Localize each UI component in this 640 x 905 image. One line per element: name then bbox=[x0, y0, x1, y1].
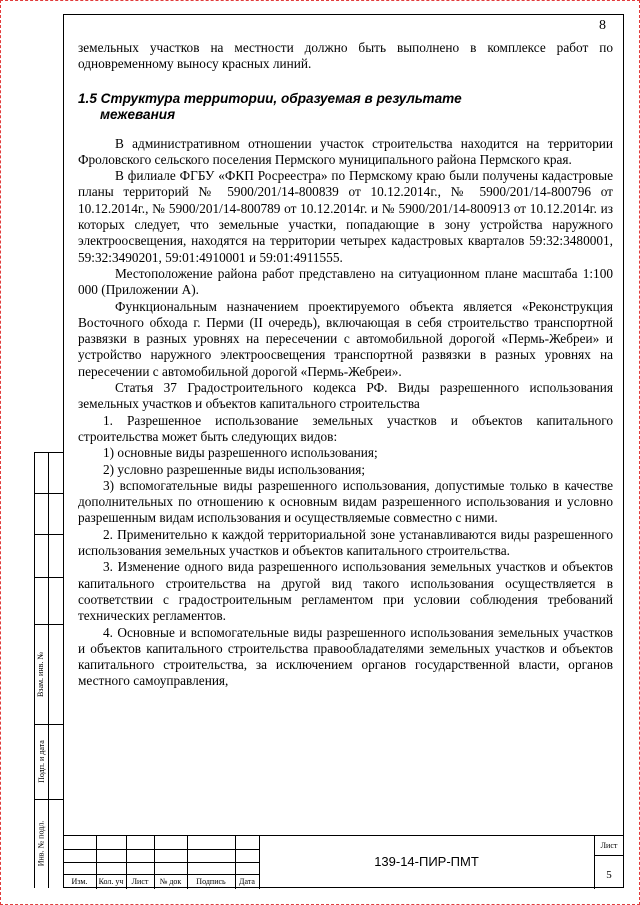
paragraph: 3. Изменение одного вида разрешенного использования земельных участков и объектов капитального строительства на другой вид такого использования осуществляется в соответствии с градостроительным регламентом при условии соблюдения требований технических регламентов. bbox=[78, 559, 613, 624]
paragraph: В филиале ФГБУ «ФКП Росреестра» по Пермскому краю были получены кадастровые планы территорий № 5900/201/14-800839 от 10.12.2014г., № 5900/201/14-800796 от 10.12.2014г., № 5900/201/14-800789 от 10.12.2014г. и № 5900/201/14-800913 от 10.12.2014г. из которых следует, что земельные участки, попадающие в зону устройства наружного электроосвещения, находятся на территории четырех кадастровых кварталов 59:32:3480001, 59:32:3490201, 59:01:4910001 и 59:01:4911555. bbox=[78, 168, 613, 265]
paragraph: 1. Разрешенное использование земельных участков и объектов капитального строительства может быть следующих видов: bbox=[78, 412, 613, 444]
side-approval-column bbox=[34, 452, 63, 888]
label-podp-data: Подп. и дата bbox=[36, 740, 46, 783]
heading-line-1: 1.5 Структура территории, образуемая в результате bbox=[78, 90, 462, 106]
paragraph: В административном отношении участок строительства находится на территории Фроловского сельского поселения Пермского муниципального района Пермского края. bbox=[78, 135, 613, 167]
sheet-label: Лист bbox=[600, 841, 618, 850]
title-block bbox=[63, 835, 624, 889]
stamp-col-kol-uch: Кол. уч bbox=[98, 877, 124, 886]
sheet-divider bbox=[594, 855, 624, 856]
list-item: 2) условно разрешенные виды использования; bbox=[103, 461, 366, 477]
sheet-number: 5 bbox=[606, 869, 612, 881]
stamp-row-line bbox=[63, 849, 259, 850]
heading-line-2: межевания bbox=[100, 106, 176, 122]
stamp-col-data: Дата bbox=[239, 877, 255, 886]
document-body bbox=[78, 40, 613, 690]
page-number: 8 bbox=[599, 18, 606, 33]
stamp-col-doc: № док bbox=[159, 877, 182, 886]
stamp-row-line bbox=[63, 874, 259, 875]
label-inv-vzam: Взам. инв. № bbox=[36, 651, 46, 697]
side-border-mid bbox=[48, 452, 49, 888]
side-row-line bbox=[34, 534, 63, 535]
stamp-col-list: Лист bbox=[131, 877, 149, 886]
paragraph: земельных участков на местности должно быть выполнено в комплексе работ по одновременному выносу красных линий. bbox=[78, 40, 613, 72]
document-code: 139-14-ПИР-ПМТ bbox=[374, 854, 479, 869]
stamp-row-line bbox=[63, 862, 259, 863]
paragraph: 2. Применительно к каждой территориальной зоне устанавливаются виды разрешенного использования земельных участков и объектов капитального строительства. bbox=[78, 526, 613, 559]
paragraph: 4. Основные и вспомогательные виды разрешенного использования земельных участков и объектов капитального строительства правообладателями земельных участков и объектов капитального строительства, за исключением органов государственной власти, органов местного самоуправления, bbox=[78, 624, 613, 689]
paragraph: Функциональным назначением проектируемого объекта является «Реконструкция Восточного обхода г. Перми (II очередь), включающая в себя строительство транспортной развязки в разных уровнях на пересечении с автомобильной дорогой «Пермь-Жебреи» и устройство наружного электроосвещения транспортной развязки в разных уровнях на пересечении с автомобильной дорогой «Пермь-Жебреи». bbox=[78, 298, 613, 379]
side-row-line bbox=[34, 577, 63, 578]
list-item: 1) основные виды разрешенного использования; bbox=[103, 445, 378, 461]
section-heading bbox=[78, 91, 613, 123]
label-inv-podl: Инв. № подл. bbox=[36, 820, 46, 867]
paragraph: Статья 37 Градостроительного кодекса РФ. Виды разрешенного использования земельных участков и объектов капитального строительства bbox=[78, 380, 613, 412]
side-row-line bbox=[34, 452, 63, 453]
side-row-line bbox=[34, 493, 63, 494]
list-item: 3) вспомогательные виды разрешенного использования, допустимые только в качестве дополнительных по отношению к основным видам разрешенного использования и условно разрешенным видам использования и осуществляемые совместно с ними. bbox=[78, 477, 613, 526]
stamp-col-podpis: Подпись bbox=[196, 877, 226, 886]
paragraph: Местоположение района работ представлено на ситуационном плане масштаба 1:100 000 (Приложении А). bbox=[78, 265, 613, 298]
stamp-col-izm: Изм. bbox=[71, 877, 88, 886]
